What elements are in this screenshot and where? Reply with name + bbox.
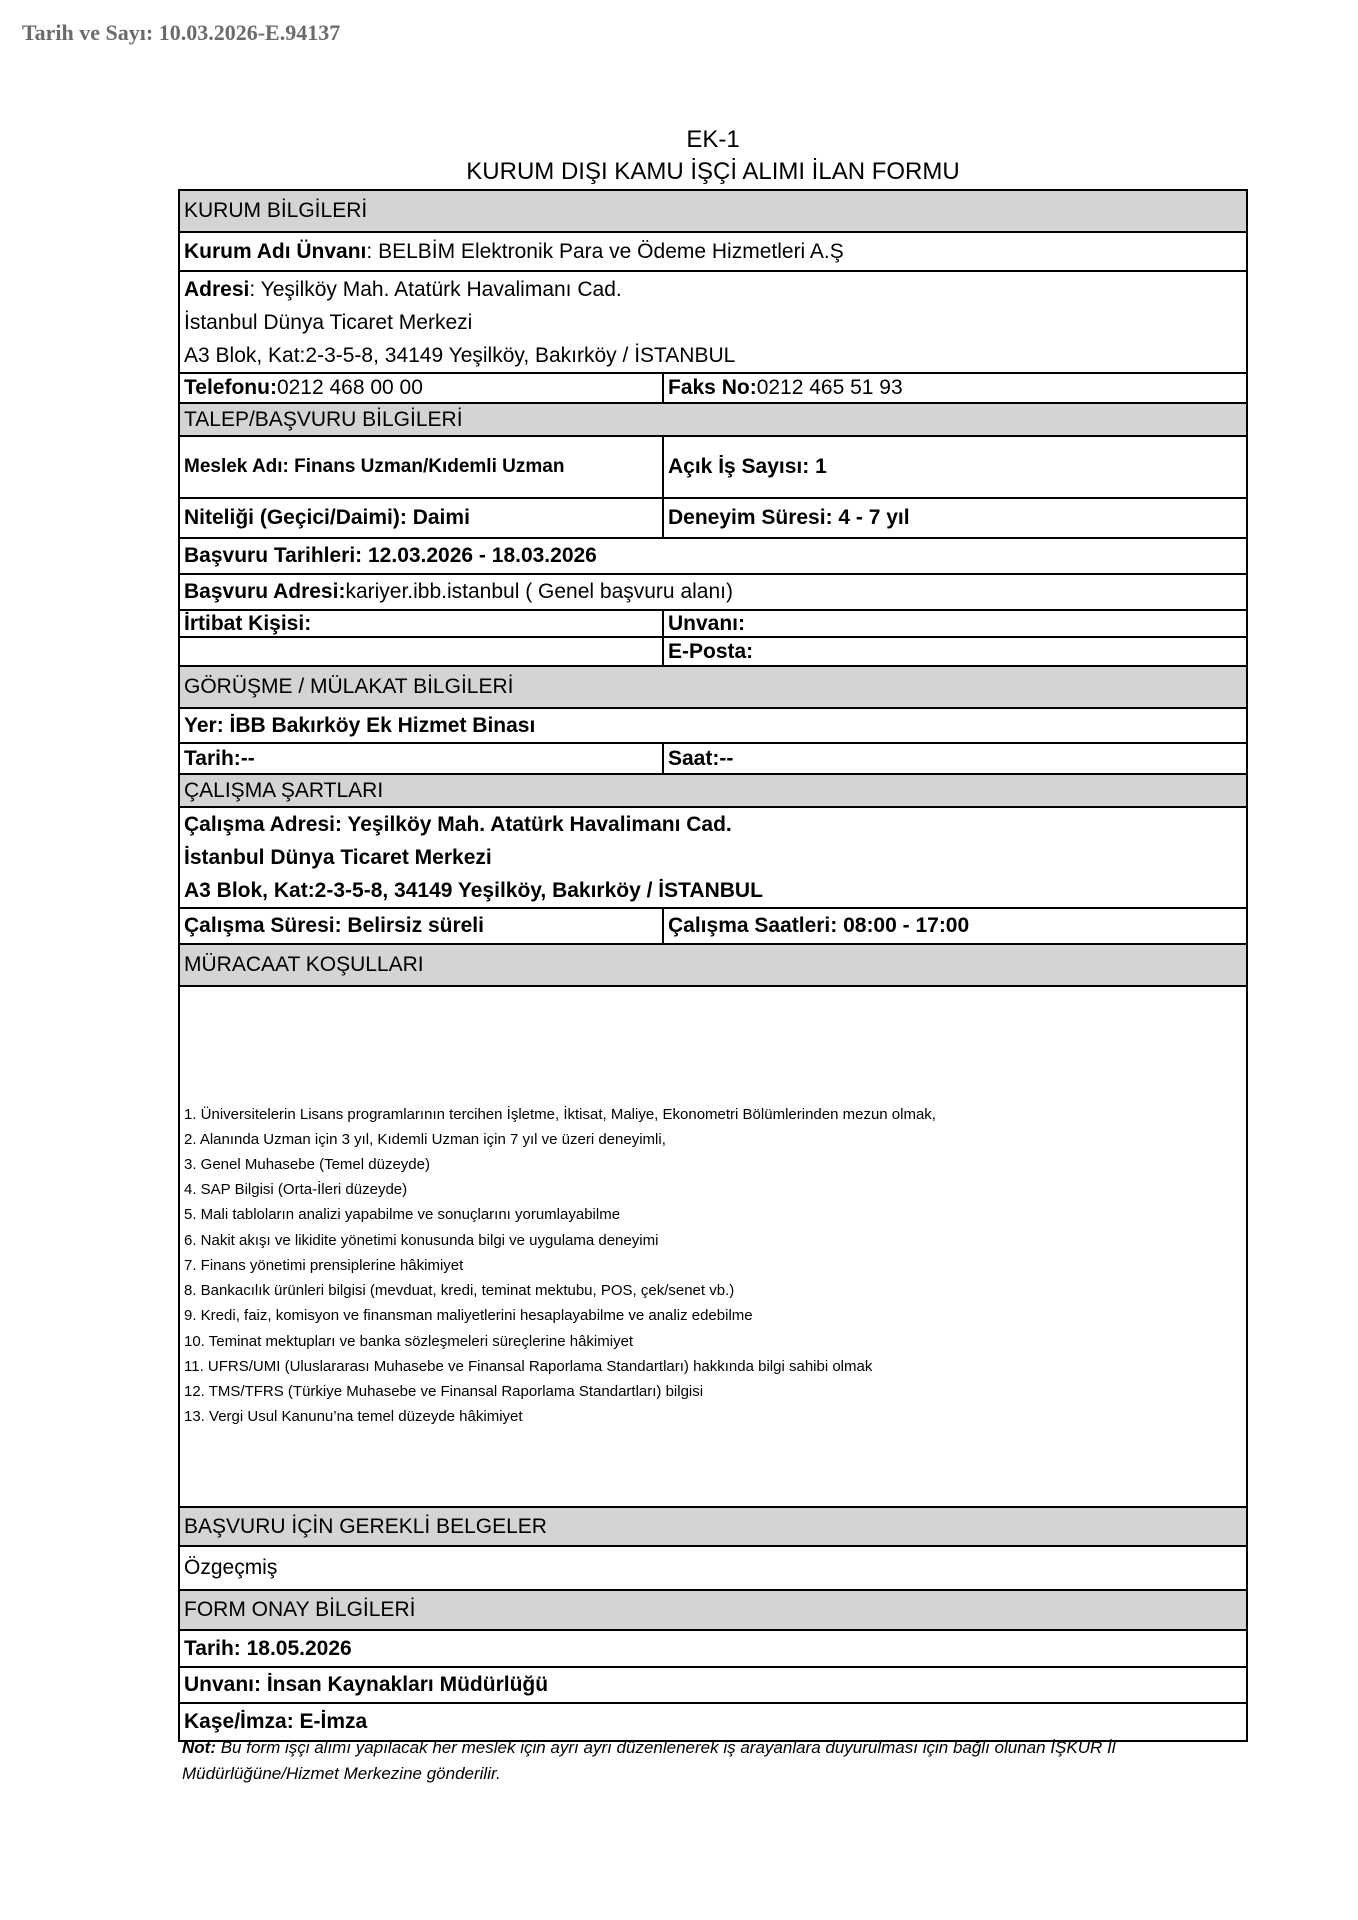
- list-item: 4. SAP Bilgisi (Orta-İleri düzeyde): [184, 1181, 408, 1199]
- address-line-3: A3 Blok, Kat:2-3-5-8, 34149 Yeşilköy, Bakırköy / İSTANBUL: [184, 343, 736, 367]
- list-item: 8. Bankacılık ürünleri bilgisi (mevduat, kredi, teminat mektubu, POS, çek/senet vb.): [184, 1282, 735, 1300]
- interview-place: Yer: İBB Bakırköy Ek Hizmet Binası: [184, 713, 536, 737]
- contact-person-label: İrtibat Kişisi:: [180, 611, 664, 636]
- row-interview-datetime: [180, 744, 1246, 775]
- footnote-text: Bu form işçi alımı yapılacak her meslek için ayrı ayrı düzenlenerek iş arayanlara duyurulması için bağlı olunan İŞKUR İl Müdürlüğüne/Hizmet Merkezine gönderilir.: [182, 1738, 1116, 1783]
- work-address-line-1: Çalışma Adresi: Yeşilköy Mah. Atatürk Havalimanı Cad.: [184, 813, 732, 836]
- document-number-stamp: Tarih ve Sayı: 10.03.2026-E.94137: [22, 20, 341, 45]
- requirements-list: [180, 987, 1246, 1506]
- approval-title: Unvanı: İnsan Kaynakları Müdürlüğü: [184, 1673, 549, 1696]
- section-title: FORM ONAY BİLGİLERİ: [184, 1598, 416, 1621]
- contact-email-label: E-Posta:: [668, 639, 754, 663]
- list-item: 9. Kredi, faiz, komisyon ve finansman maliyetlerini hesaplayabilme ve analiz edebilme: [184, 1307, 753, 1325]
- row-application-address: [180, 575, 1246, 611]
- list-item: 1. Üniversitelerin Lisans programlarının tercihen İşletme, İktisat, Maliye, Ekonometri Bölümlerinden mezun olmak,: [184, 1105, 936, 1123]
- annex-label: EK-1: [686, 126, 740, 153]
- address-line-2: İstanbul Dünya Ticaret Merkezi: [184, 310, 473, 334]
- section-title: KURUM BİLGİLERİ: [184, 199, 368, 222]
- row-profession: [180, 437, 1246, 499]
- interview-time: Saat:--: [668, 746, 734, 770]
- row-phone-fax: [180, 374, 1246, 404]
- open-jobs-count: Açık İş Sayısı: 1: [668, 455, 827, 478]
- section-calisma-header: [180, 775, 1246, 808]
- section-muracaat-header: [180, 945, 1246, 987]
- row-requirements: [180, 987, 1246, 1508]
- row-application-dates: [180, 539, 1246, 575]
- section-talep-header: [180, 404, 1246, 437]
- list-item: 3. Genel Muhasebe (Temel düzeyde): [184, 1156, 430, 1174]
- section-gorusme-header: [180, 667, 1246, 709]
- row-work-address: [180, 808, 1246, 909]
- required-document: Özgeçmiş: [184, 1556, 278, 1579]
- list-item: 10. Teminat mektupları ve banka sözleşmeleri süreçlerine hâkimiyet: [184, 1332, 634, 1350]
- row-required-document: [180, 1547, 1246, 1591]
- address-label: Adresi: [184, 277, 250, 301]
- fax-value: 0212 465 51 93: [756, 376, 903, 399]
- contact-title-label: Unvanı:: [668, 611, 746, 635]
- section-belgeler-header: [180, 1508, 1246, 1547]
- approval-signature: Kaşe/İmza: E-İmza: [184, 1710, 368, 1733]
- institution-name-label: Kurum Adı Ünvanı: [184, 239, 367, 263]
- section-title: BAŞVURU İÇİN GEREKLİ BELGELER: [184, 1514, 547, 1538]
- row-institution-address: [180, 272, 1246, 374]
- application-address-value: kariyer.ibb.istanbul ( Genel başvuru alanı): [345, 580, 733, 603]
- section-title: MÜRACAAT KOŞULLARI: [184, 953, 424, 976]
- work-address-line-3: A3 Blok, Kat:2-3-5-8, 34149 Yeşilköy, Bakırköy / İSTANBUL: [184, 879, 763, 902]
- footnote-label: Not:: [182, 1738, 216, 1757]
- list-item: 11. UFRS/UMI (Uluslararası Muhasebe ve Finansal Raporlama Standartları) hakkında bilgi sahibi olmak: [184, 1357, 873, 1375]
- row-contact-email: [180, 638, 1246, 667]
- section-kurum-header: [180, 191, 1246, 233]
- list-item: 7. Finans yönetimi prensiplerine hâkimiyet: [184, 1256, 464, 1274]
- form-footnote: [182, 1735, 1248, 1787]
- row-work-duration-hours: [180, 909, 1246, 945]
- application-form-table: [178, 189, 1248, 1742]
- institution-name-value: : BELBİM Elektronik Para ve Ödeme Hizmetleri A.Ş: [366, 239, 844, 263]
- row-contact-person: [180, 611, 1246, 638]
- approval-date: Tarih: 18.05.2026: [184, 1636, 352, 1660]
- row-approval-date: [180, 1631, 1246, 1668]
- phone-value: 0212 468 00 00: [276, 376, 423, 399]
- work-address-line-2: İstanbul Dünya Ticaret Merkezi: [184, 846, 492, 869]
- application-address-label: Başvuru Adresi:: [184, 580, 346, 603]
- work-duration: Çalışma Süresi: Belirsiz süreli: [180, 909, 664, 943]
- phone-label: Telefonu:: [184, 376, 277, 399]
- row-interview-place: [180, 709, 1246, 744]
- row-institution-name: [180, 233, 1246, 272]
- job-nature: Niteliği (Geçici/Daimi): Daimi: [180, 499, 664, 537]
- section-title: TALEP/BAŞVURU BİLGİLERİ: [184, 407, 463, 431]
- form-title: KURUM DIŞI KAMU İŞÇİ ALIMI İLAN FORMU: [466, 158, 960, 185]
- profession-name: Meslek Adı: Finans Uzman/Kıdemli Uzman: [180, 437, 664, 497]
- row-approval-title: [180, 1668, 1246, 1704]
- row-nature-experience: [180, 499, 1246, 539]
- experience-duration: Deneyim Süresi: 4 - 7 yıl: [668, 506, 910, 529]
- section-title: ÇALIŞMA ŞARTLARI: [184, 778, 384, 802]
- work-hours: Çalışma Saatleri: 08:00 - 17:00: [668, 914, 970, 937]
- address-line-1: : Yeşilköy Mah. Atatürk Havalimanı Cad.: [249, 277, 622, 301]
- list-item: 12. TMS/TFRS (Türkiye Muhasebe ve Finansal Raporlama Standartları) bilgisi: [184, 1382, 704, 1400]
- interview-date: Tarih:--: [180, 744, 664, 773]
- section-onay-header: [180, 1591, 1246, 1631]
- fax-label: Faks No:: [668, 376, 757, 399]
- application-dates: Başvuru Tarihleri: 12.03.2026 - 18.03.2026: [184, 544, 597, 567]
- section-title: GÖRÜŞME / MÜLAKAT BİLGİLERİ: [184, 675, 514, 698]
- list-item: 5. Mali tabloların analizi yapabilme ve sonuçlarını yorumlayabilme: [184, 1206, 621, 1224]
- list-item: 2. Alanında Uzman için 3 yıl, Kıdemli Uzman için 7 yıl ve üzeri deneyimli,: [184, 1130, 666, 1148]
- list-item: 6. Nakit akışı ve likidite yönetimi konusunda bilgi ve uygulama deneyimi: [184, 1231, 659, 1249]
- list-item: 13. Vergi Usul Kanunu’na temel düzeyde hâkimiyet: [184, 1408, 523, 1426]
